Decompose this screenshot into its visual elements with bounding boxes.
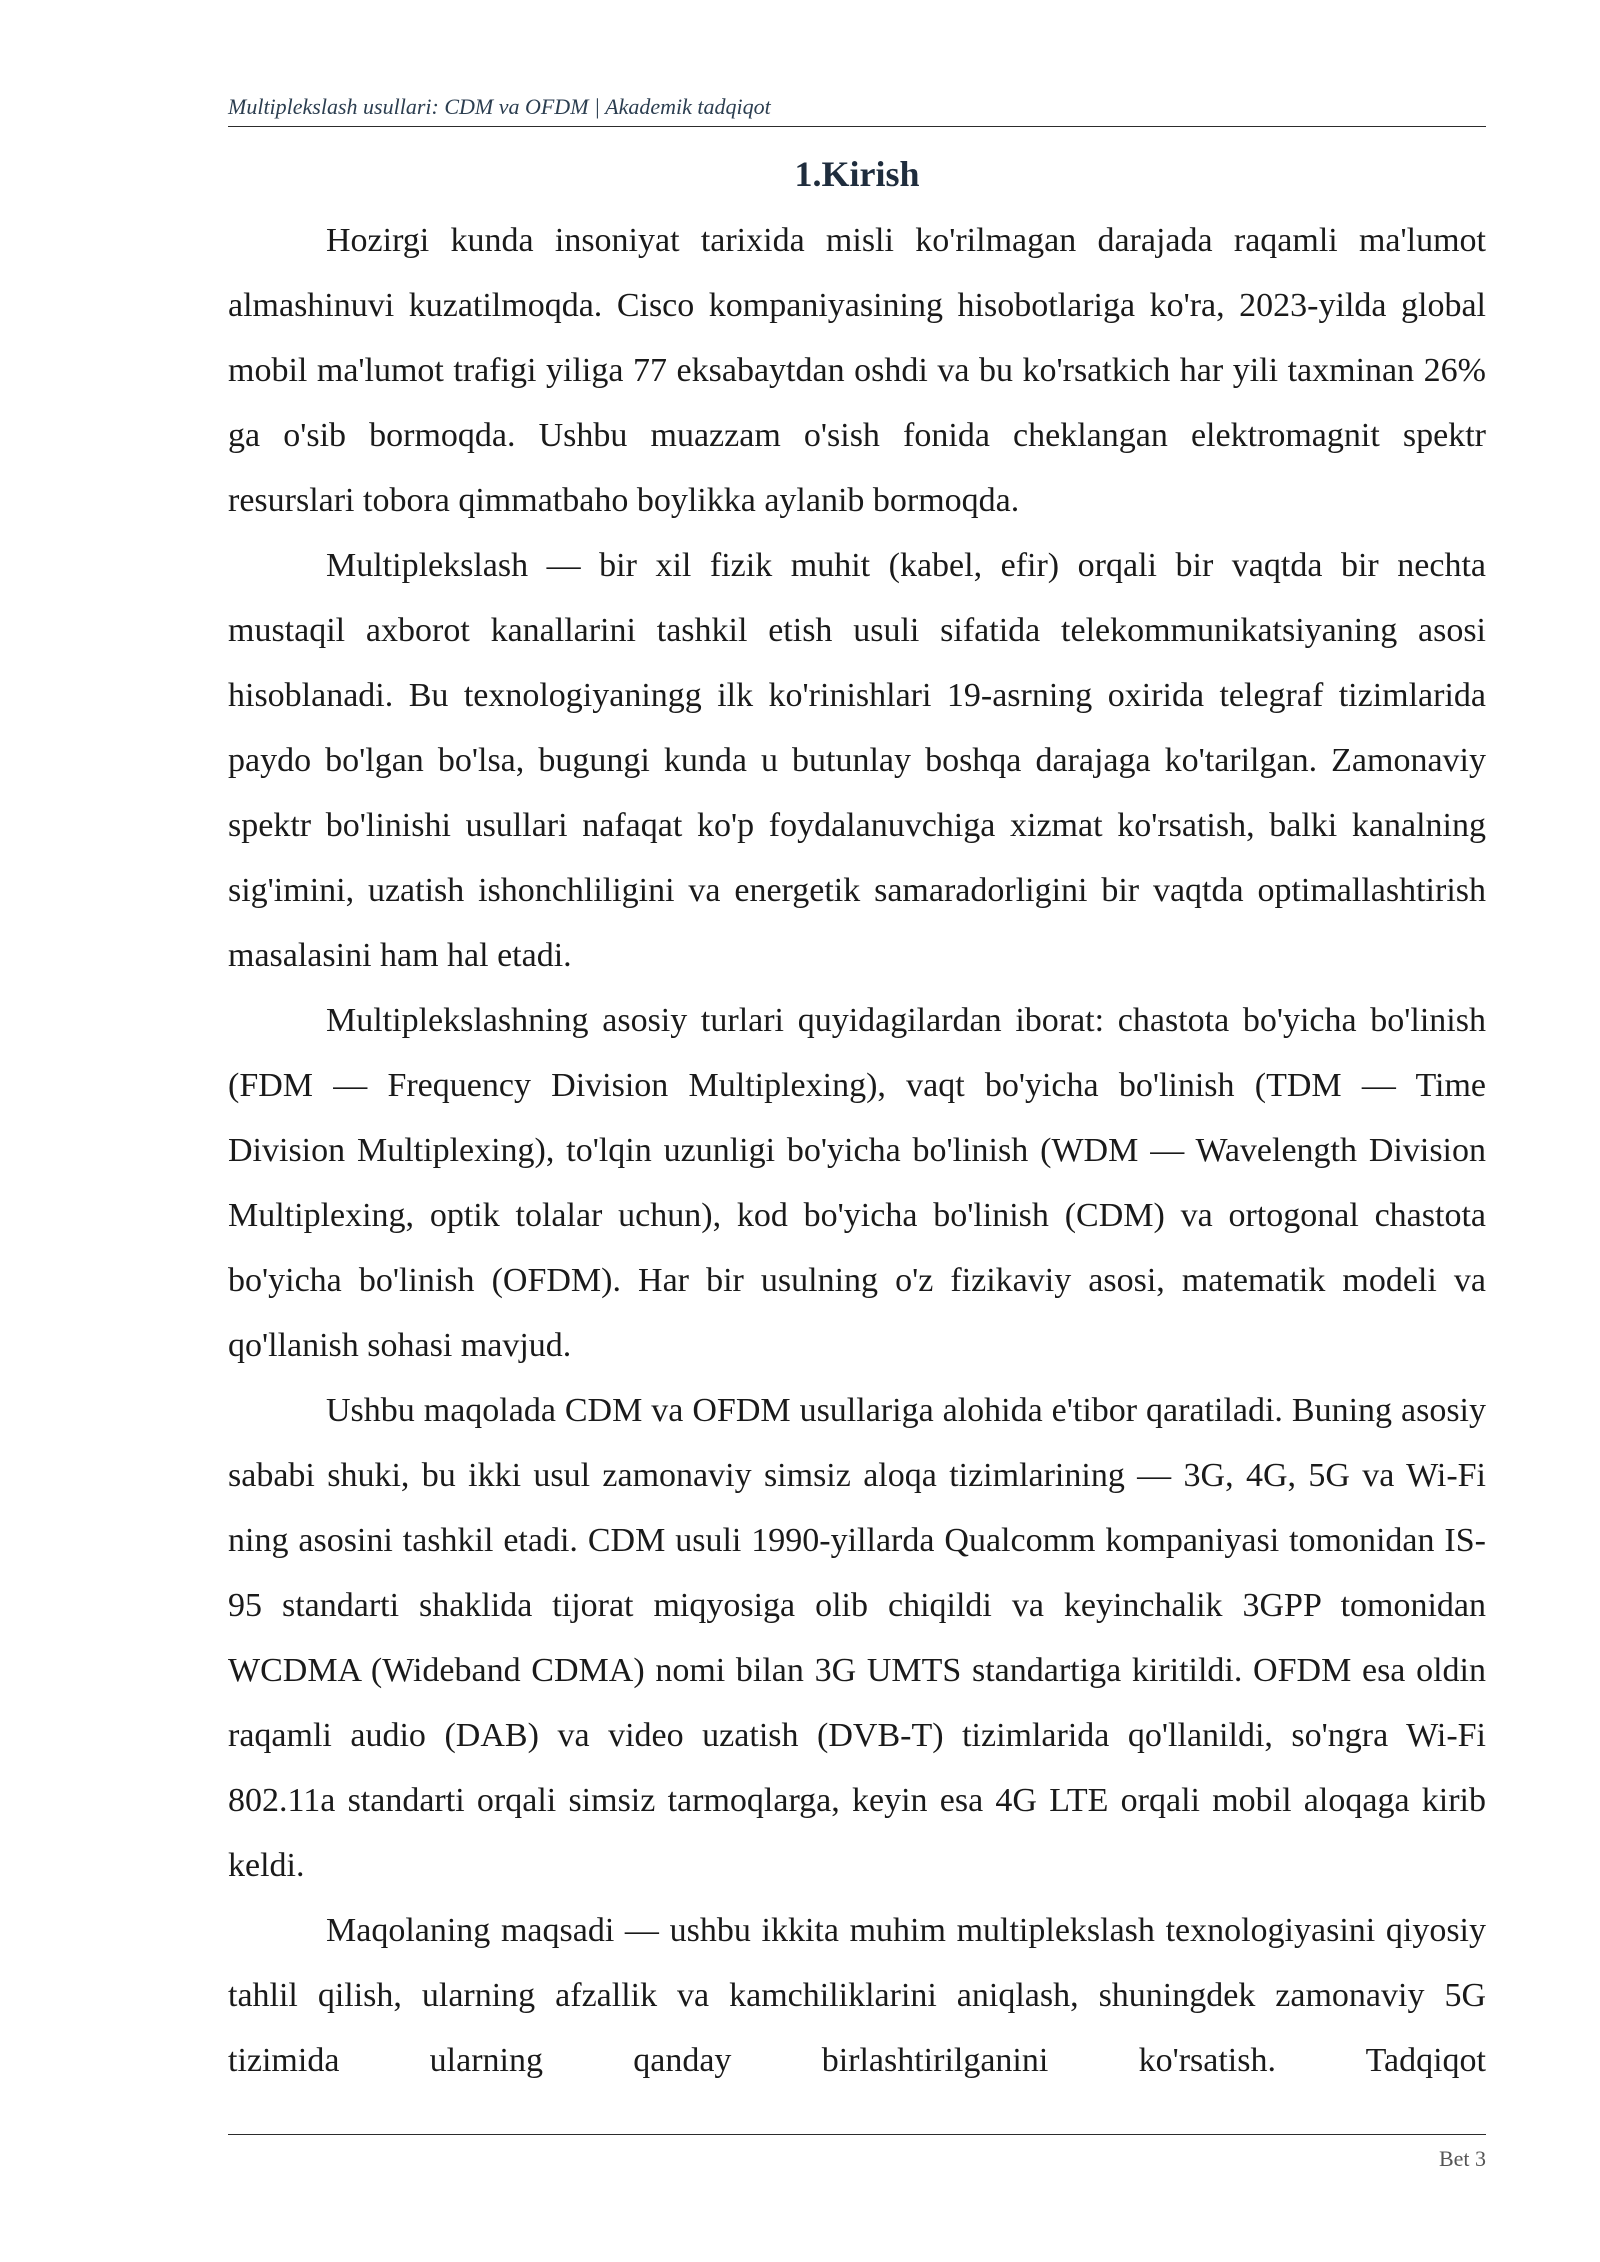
running-header: Multiplekslash usullari: CDM va OFDM | Akademik tadqiqot <box>228 94 771 119</box>
body-text <box>228 208 1486 2093</box>
paragraph: Maqolaning maqsadi — ushbu ikkita muhim multiplekslash texnologiyasini qiyosiy tahlil qilish, ularning afzallik va kamchiliklarini aniqlash, shuningdek zamonaviy 5G tizimida ularning qanday birlashtirilganini ko'rsatish. Tadqiqot <box>228 1912 1486 2079</box>
paragraph: Multiplekslash — bir xil fizik muhit (kabel, efir) orqali bir vaqtda bir nechta mustaqil axborot kanallarini tashkil etish usuli sifatida telekommunikatsiyaning asosi hisoblanadi. Bu texnologiyaningg ilk ko'rinishlari 19-asrning oxirida telegraf tizimlarida paydo bo'lgan bo'lsa, bugungi kunda u butunlay boshqa darajaga ko'tarilgan. Zamonaviy spektr bo'linishi usullari nafaqat ko'p foydalanuvchiga xizmat ko'rsatish, balki kanalning sig'imini, uzatish ishonchliligini va energetik samaradorligini bir vaqtda optimallashtirish masalasini ham hal etadi. <box>228 547 1486 974</box>
page-number: Bet 3 <box>1438 2146 1486 2171</box>
section-title: 1.Kirish <box>794 154 920 194</box>
footer-rule <box>228 2134 1486 2135</box>
paragraph: Hozirgi kunda insoniyat tarixida misli ko'rilmagan darajada raqamli ma'lumot almashinuvi kuzatilmoqda. Cisco kompaniyasining hisobotlariga ko'ra, 2023-yilda global mobil ma'lumot trafigi yiliga 77 eksabaytdan oshdi va bu ko'rsatkich har yili taxminan 26% ga o'sib bormoqda. Ushbu muazzam o'sish fonida cheklangan elektromagnit spektr resurslari tobora qimmatbaho boylikka aylanib bormoqda. <box>228 222 1486 519</box>
paragraph: Ushbu maqolada CDM va OFDM usullariga alohida e'tibor qaratiladi. Buning asosiy sababi shuki, bu ikki usul zamonaviy simsiz aloqa tizimlarining — 3G, 4G, 5G va Wi-Fi ning asosini tashkil etadi. CDM usuli 1990-yillarda Qualcomm kompaniyasi tomonidan IS-95 standarti shaklida tijorat miqyosiga olib chiqildi va keyinchalik 3GPP tomonidan WCDMA (Wideband CDMA) nomi bilan 3G UMTS standartiga kiritildi. OFDM esa oldin raqamli audio (DAB) va video uzatish (DVB-T) tizimlarida qo'llanildi, so'ngra Wi-Fi 802.11a standarti orqali simsiz tarmoqlarga, keyin esa 4G LTE orqali mobil aloqaga kirib keldi. <box>228 1392 1486 1884</box>
header-rule <box>228 126 1486 127</box>
paragraph: Multiplekslashning asosiy turlari quyidagilardan iborat: chastota bo'yicha bo'linish (FDM — Frequency Division Multiplexing), vaqt bo'yicha bo'linish (TDM — Time Division Multiplexing), to'lqin uzunligi bo'yicha bo'linish (WDM — Wavelength Division Multiplexing, optik tolalar uchun), kod bo'yicha bo'linish (CDM) va ortogonal chastota bo'yicha bo'linish (OFDM). Har bir usulning o'z fizikaviy asosi, matematik modeli va qo'llanish sohasi mavjud. <box>228 1002 1486 1364</box>
